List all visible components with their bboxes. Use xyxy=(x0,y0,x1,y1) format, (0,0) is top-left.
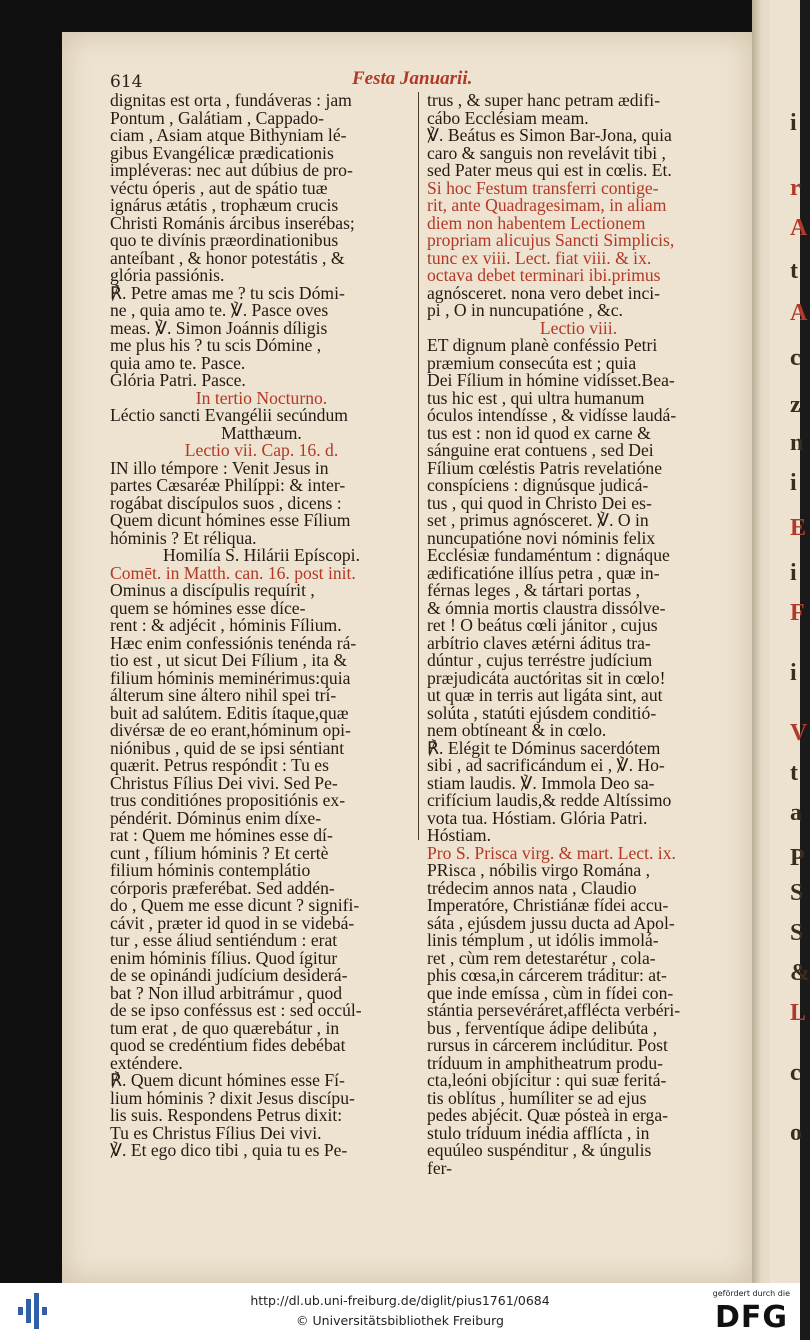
text-line: arbítrio claves ætérni áditus tra- xyxy=(427,632,651,653)
text-line: trédecim annos nata , Claudio xyxy=(427,877,637,898)
text-line: agnósceret. nona vero debet inci- xyxy=(427,282,661,303)
text-line: tum erat , de quo quærebátur , in xyxy=(110,1017,340,1038)
next-page-fragment: c xyxy=(790,345,801,371)
text-line: ædificatióne illíus petra , quæ in- xyxy=(427,562,660,583)
next-page-fragment: n xyxy=(790,430,804,456)
text-line: niónibus , quid de se ipsi séntiant xyxy=(110,737,345,758)
dfg-logo: DFG xyxy=(714,1300,788,1335)
text-line: do , Quem me esse dicunt ? signifi- xyxy=(110,895,360,915)
next-page-fragment: F xyxy=(790,600,805,626)
next-page-fragment: V xyxy=(790,720,808,746)
text-line: dúntur , cujus terréstre judícium xyxy=(427,650,653,670)
text-line: Si hoc Festum transferri contige- xyxy=(427,177,659,198)
text-line: quia amo te. Pasce. xyxy=(110,352,246,373)
text-line: nem obtíneant & in cœlo. xyxy=(427,720,607,740)
next-page-fragment: a xyxy=(790,800,802,826)
text-line: ℟. Petre amas me ? tu scis Dómi- xyxy=(110,282,345,303)
next-page-fragment: P xyxy=(790,845,805,871)
text-line: me plus his ? tu scis Dómine , xyxy=(110,335,322,355)
left-column xyxy=(110,92,413,1160)
text-line: férnas leges , & tártari portas , xyxy=(427,580,640,600)
text-line: buit ad salútem. Editis ítaque,quæ xyxy=(110,702,349,723)
text-line: dignitas est orta , fundáveras : jam xyxy=(110,90,352,110)
next-page-fragment: i xyxy=(790,470,797,496)
text-line: sibi , ad sacrificándum ei , ℣. Ho- xyxy=(427,755,665,775)
text-line: anteíbant , & honor potestátis , & xyxy=(110,247,345,268)
text-line: Imperatóre, Christiánæ fídei accu- xyxy=(427,895,669,915)
next-page-edge xyxy=(770,0,810,1283)
text-line: ne , quia amo te. ℣. Pasce oves xyxy=(110,300,329,320)
text-line: córporis præferébat. Sed addén- xyxy=(110,877,335,898)
sponsor-label: gefördert durch die xyxy=(712,1289,790,1298)
text-line: Glória Patri. Pasce. xyxy=(110,370,246,390)
text-line: pedes abjécit. Quæ pósteà in erga- xyxy=(427,1105,669,1125)
text-line: pi , O in nuncupatióne , &c. xyxy=(427,300,623,320)
text-line: phis cœsa,in cárcerem tráditur: at- xyxy=(427,965,667,985)
text-line: vota tua. Hóstiam. Glória Patri. xyxy=(427,807,648,828)
next-page-fragment: A xyxy=(790,215,808,241)
text-line: Hæc enim confessiónis tenénda rá- xyxy=(110,632,357,653)
text-line: ret , cùm rem detestarétur , cola- xyxy=(427,947,656,968)
text-line: stulo tríduum inédia afflícta , in xyxy=(427,1122,650,1143)
text-line: trus , & super hanc petram ædifi- xyxy=(427,90,661,110)
text-line: ciam , Asiam atque Bithyniam lé- xyxy=(110,125,347,145)
text-line: Dei Fílium in hómine vidísset.Bea- xyxy=(427,370,675,390)
text-line: partes Cæsaréæ Philíppi: & inter- xyxy=(110,475,346,495)
next-page-fragment: i xyxy=(790,560,797,586)
text-line: Pro S. Prisca virg. & mart. Lect. ix. xyxy=(427,842,676,863)
text-line: Tu es Christus Fílius Dei vivi. xyxy=(110,1122,322,1143)
text-line: ET dignum planè conféssio Petri xyxy=(427,335,658,355)
text-line: stántia persevéráret,afflécta verbéri- xyxy=(427,1000,681,1020)
text-line: set , primus agnósceret. ℣. O in xyxy=(427,510,649,530)
text-line: solúta , statúti ejúsdem conditió- xyxy=(427,702,657,723)
text-line: ℣. Et ego dico tibi , quia tu es Pe- xyxy=(110,1140,348,1160)
text-line: cábo Ecclésiam meam. xyxy=(427,107,589,128)
text-line: glória passiónis. xyxy=(110,265,225,285)
next-page-fragment: t xyxy=(790,258,798,284)
text-line: cta,leóni objícitur : qui suæ feritá- xyxy=(427,1070,667,1090)
viewer-footer xyxy=(0,1283,800,1340)
text-line: ℟. Quem dicunt hómines esse Fí- xyxy=(110,1070,345,1090)
text-line: trus conditiónes propositiónis ex- xyxy=(110,790,346,810)
next-page-fragment: E xyxy=(790,515,807,541)
text-line: quo te divínis præordinationibus xyxy=(110,230,339,250)
text-line: præmium consecúta est ; quia xyxy=(427,352,637,373)
text-line: tis oblítus , humíliter se ad ejus xyxy=(427,1087,647,1108)
text-line: hóminis ? Et réliqua. xyxy=(110,527,257,548)
text-line: filium hóminis contemplátio xyxy=(110,860,311,880)
next-page-fragment: A xyxy=(790,300,808,326)
text-line: exténdere. xyxy=(110,1052,183,1073)
text-line: gibus Evangélicæ prædicationis xyxy=(110,142,334,163)
text-line: caro & sanguis non revelávit tibi , xyxy=(427,142,666,163)
text-line: ℣. Beátus es Simon Bar-Jona, quia xyxy=(427,125,672,145)
text-line: conspíciens : dignúsque judicá- xyxy=(427,475,649,495)
text-line: álterum sine áltero nihil spei trí- xyxy=(110,685,337,705)
text-line: In tertio Nocturno. xyxy=(195,387,328,408)
next-page-fragment: r xyxy=(790,175,801,201)
text-line: & ómnia mortis claustra dissólve- xyxy=(427,597,666,618)
text-line: diem non habentem Lectionem xyxy=(427,212,646,233)
text-line: de se ipso conféssus est : sed occúl- xyxy=(110,1000,362,1020)
text-line: fer- xyxy=(427,1157,453,1178)
text-line: ret ! O beátus cœli jánitor , cujus xyxy=(427,615,658,635)
text-line: tio est , ut sicut Dei Fílium , ita & xyxy=(110,650,348,670)
next-page-fragment: c xyxy=(790,1060,801,1086)
next-page-fragment: z xyxy=(790,392,801,418)
text-line: crifícium laudis,& redde Altíssimo xyxy=(427,790,672,810)
text-line: Ominus a discípulis requírit , xyxy=(110,580,315,600)
text-line: ut quæ in terris aut ligáta sint, aut xyxy=(427,685,663,705)
text-line: equúleo suspénditur , & úngulis xyxy=(427,1140,652,1160)
text-line: enim hóminis fílius. Quod ígitur xyxy=(110,947,338,968)
text-line: Christi Románis árcibus inserébas; xyxy=(110,212,355,233)
next-page-fragment: L xyxy=(790,1000,807,1026)
next-page-fragment: S xyxy=(790,920,804,946)
book-page xyxy=(62,32,752,1283)
text-line: Comēt. in Matth. can. 16. post init. xyxy=(110,562,356,583)
next-page-fragment: & xyxy=(790,960,810,986)
text-line: divérsæ de eo erant,hóminum opi- xyxy=(110,720,351,740)
text-line: quem se hómines esse díce- xyxy=(110,597,306,618)
text-line: quærit. Petrus respóndit : Tu es xyxy=(110,755,329,775)
text-line: PRisca , nóbilis virgo Romána , xyxy=(427,860,651,880)
text-line: tur , esse áliud sentiéndum : erat xyxy=(110,930,338,950)
text-line: bat ? Non illud arbitrámur , quod xyxy=(110,982,343,1003)
copyright-notice: © Universitätsbibliothek Freiburg xyxy=(296,1313,504,1328)
text-line: óculos intendísse , & vidísse laudá- xyxy=(427,405,677,425)
text-line: nuncupatióne novi nóminis felix xyxy=(427,527,656,548)
right-column xyxy=(427,92,730,1177)
next-page-fragment: i xyxy=(790,110,797,136)
text-line: Pontum , Galátiam , Cappado- xyxy=(110,107,325,128)
text-line: propriam alicujus Sancti Simplicis, xyxy=(427,230,675,250)
running-title: Festa Januarii. xyxy=(352,68,473,89)
text-line: stiam laudis. ℣. Immola Deo sa- xyxy=(427,772,655,793)
text-line: sáta , ejúsdem jussu ducta ad Apol- xyxy=(427,912,675,933)
text-line: Ecclésiæ fundaméntum : dignáque xyxy=(427,545,670,565)
text-line: octava debet terminari ibi.primus xyxy=(427,265,661,285)
text-line: tus , qui quod in Christo Dei es- xyxy=(427,492,652,513)
text-line: tus est : non id quod ex carne & xyxy=(427,422,651,443)
text-line: ignárus ætátis , trophæum crucis xyxy=(110,195,339,215)
text-line: rursus in cárcerem inclúditur. Post xyxy=(427,1035,668,1055)
text-line: sed Pater meus qui est in cœlis. Et. xyxy=(427,160,672,180)
text-line: IN illo témpore : Venit Jesus in xyxy=(110,457,329,478)
text-line: rent : & adjécit , hóminis Fílium. xyxy=(110,615,342,635)
text-line: Matthæum. xyxy=(221,422,302,443)
text-line: tunc ex viii. Lect. fiat viii. & ix. xyxy=(427,247,652,268)
next-page-fragment: o xyxy=(790,1120,802,1146)
text-line: rogábat discípulos suos , dicens : xyxy=(110,492,342,513)
text-line: Fílium cœléstis Patris revelatióne xyxy=(427,457,663,478)
text-line: rat : Quem me hómines esse dí- xyxy=(110,825,333,845)
column-rule xyxy=(418,92,419,840)
text-line: lium hóminis ? dixit Jesus discípu- xyxy=(110,1087,355,1108)
text-line: Homilía S. Hilárii Epíscopi. xyxy=(163,545,360,565)
page-number: 614 xyxy=(110,72,143,92)
text-line: meas. ℣. Simon Joánnis díligis xyxy=(110,317,328,338)
text-line: péndérit. Dóminus enim díxe- xyxy=(110,807,322,828)
next-page-fragment: S xyxy=(790,880,804,906)
text-line: Christus Fílius Dei vivi. Sed Pe- xyxy=(110,772,338,793)
text-line: filium hóminis meminérimus:quia xyxy=(110,667,351,688)
text-line: véctu óperis , aut de spátio tuæ xyxy=(110,177,328,198)
text-line: Lectio viii. xyxy=(539,317,618,338)
text-line: cávit , præter id quod in se videbá- xyxy=(110,912,355,933)
text-line: Lectio vii. Cap. 16. d. xyxy=(184,440,339,460)
text-line: præjudicáta auctóritas sit in cœlo! xyxy=(427,667,666,688)
text-line: tríduum in amphitheatrum produ- xyxy=(427,1052,664,1073)
text-line: cunt , fílium hóminis ? Et certè xyxy=(110,842,329,863)
next-page-fragment: i xyxy=(790,660,797,686)
text-line: bus , ferventíque ádipe delibúta , xyxy=(427,1017,658,1038)
text-line: Léctio sancti Evangélii secúndum xyxy=(110,405,348,425)
text-line: Quem dicunt hómines esse Fílium xyxy=(110,510,351,530)
text-line: lis suis. Respondens Petrus dixit: xyxy=(110,1105,343,1125)
text-line: que inde emíssa , cùm in fídei con- xyxy=(427,982,674,1003)
text-line: linis témplum , ut idólis immolá- xyxy=(427,930,659,950)
text-line: quod se credéntium fides debébat xyxy=(110,1035,346,1055)
text-line: de se opinándi judícium desiderá- xyxy=(110,965,348,985)
text-line: Hóstiam. xyxy=(427,825,492,845)
next-page-fragment: t xyxy=(790,760,798,786)
document-url-link[interactable]: http://dl.ub.uni-freiburg.de/diglit/pius1761/0684 xyxy=(250,1293,550,1308)
text-line: impléveras: nec aut dúbius de pro- xyxy=(110,160,353,180)
text-line: tus hic est , qui ultra humanum xyxy=(427,387,645,408)
text-line: rit, ante Quadragesimam, in aliam xyxy=(427,195,667,215)
text-line: sánguine erat contuens , sed Dei xyxy=(427,440,654,460)
text-line: ℟. Elégit te Dóminus sacerdótem xyxy=(427,737,661,758)
